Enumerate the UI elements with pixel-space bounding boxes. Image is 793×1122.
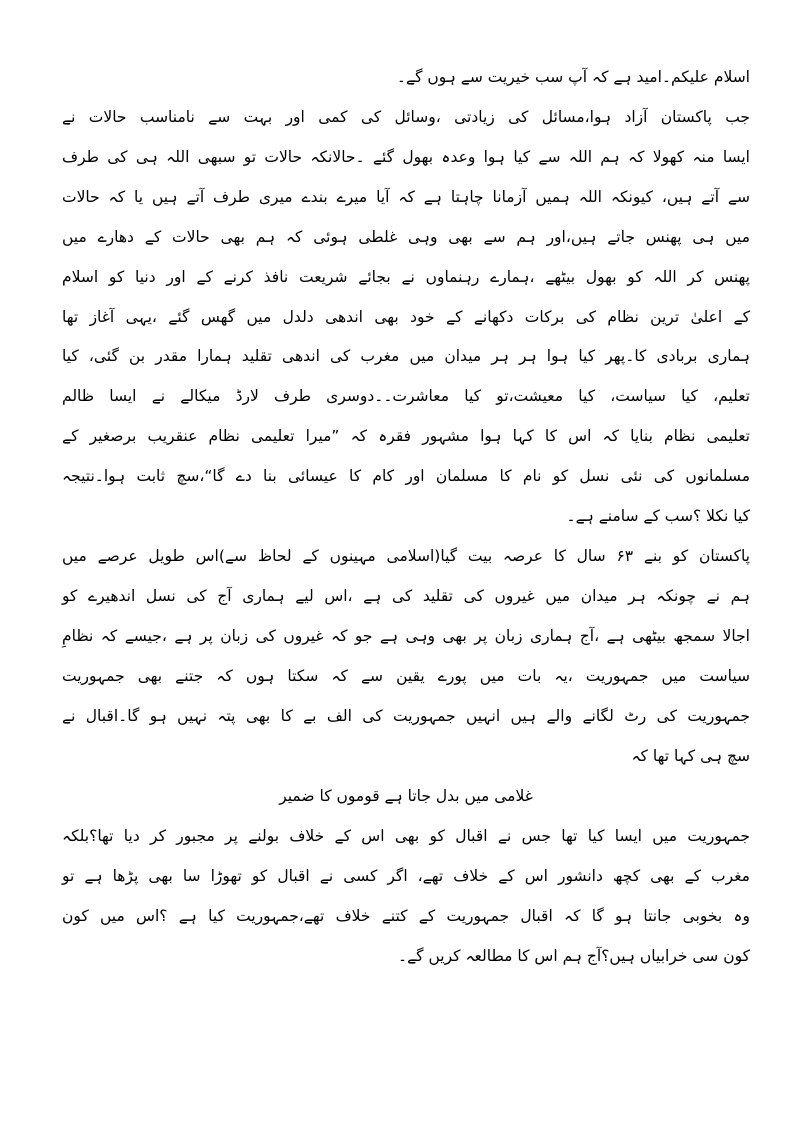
paragraph-3-line-2: مغرب کے بھی کچھ دانشور اس کے خلاف تھے، اگر کسی نے اقبال کو تھوڑا سا بھی پڑھا ہے تو	[62, 867, 750, 885]
paragraph-1-line-1: جب پاکستان آزاد ہوا،مسائل کی زیادتی ،وسائل کی کمی اور بہت سے نامناسب حالات نے	[62, 108, 750, 126]
verse-line: غلامی میں بدل جاتا ہے قوموں کا ضمیر	[279, 787, 533, 805]
paragraph-3-line-3: وہ بخوبی جانتا ہو گا کہ اقبال جمہوریت کے کتنے خلاف تھے،جمہوریت کیا ہے ؟اس میں کون	[62, 907, 750, 925]
paragraph-2-line-2: ہم نے چونکہ ہر میدان میں غیروں کی تقلید کی ہے ،اس لیے ہماری آج کی نسل اندھیرے کو	[62, 587, 750, 605]
paragraph-1-line-11: کیا نکلا ؟سب کے سامنے ہے۔	[566, 507, 750, 525]
paragraph-2-line-1: پاکستان کو بنے ۶۳ سال کا عرصہ بیت گیا(اسلامی مہینوں کے لحاظ سے)اس طویل عرصے میں	[62, 547, 750, 565]
paragraph-2-line-6: سچ ہی کہا تھا کہ	[631, 747, 750, 765]
paragraph-1-line-2: ایسا منہ کھولا کہ ہم اللہ سے کیا ہوا وعدہ بھول گئے ۔حالانکہ حالات تو سبھی اللہ ہی کی طرف	[62, 148, 750, 166]
paragraph-3-line-1: جمہوریت میں ایسا کیا تھا جس نے اقبال کو بھی اس کے خلاف بولنے پر مجبور کر دیا تھا؟بلکہ	[62, 827, 750, 845]
paragraph-2-line-3: اجالا سمجھ بیٹھی ہے ،آج ہماری زبان پر بھی وہی ہے جو کہ غیروں کی زبان پر ہے ،جیسے کہ نظامِ	[62, 627, 750, 645]
greeting-line: اسلام علیکم۔امید ہے کہ آپ سب خیریت سے ہوں گے۔	[396, 68, 750, 86]
paragraph-1-line-5: پھنس کر اللہ کو بھول بیٹھے ،ہمارے رہنماوں نے بجائے شریعت نافذ کرنے کے اور دنیا کو اسلام	[62, 268, 750, 286]
paragraph-1-line-3: سے آتے ہیں، کیونکہ اللہ ہمیں آزمانا چاہتا ہے کہ آیا میرے بندے میری طرف آتے ہیں یا کہ حالات	[62, 188, 750, 206]
paragraph-2-line-5: جمہوریت کی رٹ لگانے والے ہیں انہیں جمہوریت کی الف بے کا بھی پتہ نہیں ہو گا۔اقبال نے	[62, 707, 750, 725]
paragraph-2-line-4: سیاست میں جمہوریت ،یہ بات میں پورے یقین سے کہ سکتا ہوں کہ جتنے بھی جمہوریت	[62, 667, 750, 685]
paragraph-1-line-8: تعلیم، کیا سیاست، کیا معیشت،تو کیا معاشرت۔۔دوسری طرف لارڈ میکالے نے ایسا ظالم	[62, 387, 750, 405]
paragraph-1-line-6: کے اعلیٰ ترین نظام کی برکات دکھانے کے خود بھی اندھی دلدل میں گھس گئے ،یہی آغاز تھا	[62, 308, 750, 326]
paragraph-1-line-4: میں ہی پھنس جاتے ہیں،اور ہم سے بھی وہی غلطی ہوئی کہ ہم بھی حالات کے دھارے میں	[62, 228, 750, 246]
paragraph-1-line-10: مسلمانوں کی نئی نسل کو نام کا مسلمان اور کام کا عیسائی بنا دے گا“،سچ ثابت ہوا۔نتیجہ	[62, 467, 750, 485]
paragraph-1-line-7: ہماری بربادی کا۔پھر کیا ہوا ہر ہر میدان میں مغرب کی اندھی تقلید ہمارا مقدر بن گئی، کیا	[62, 347, 750, 365]
paragraph-3-line-4: کون سی خرابیاں ہیں؟آج ہم اس کا مطالعہ کریں گے۔	[398, 947, 750, 965]
paragraph-1-line-9: تعلیمی نظام بنایا کہ اس کا کہا ہوا مشہور فقرہ کہ ”میرا تعلیمی نظام عنقریب برصغیر کے	[62, 427, 750, 445]
